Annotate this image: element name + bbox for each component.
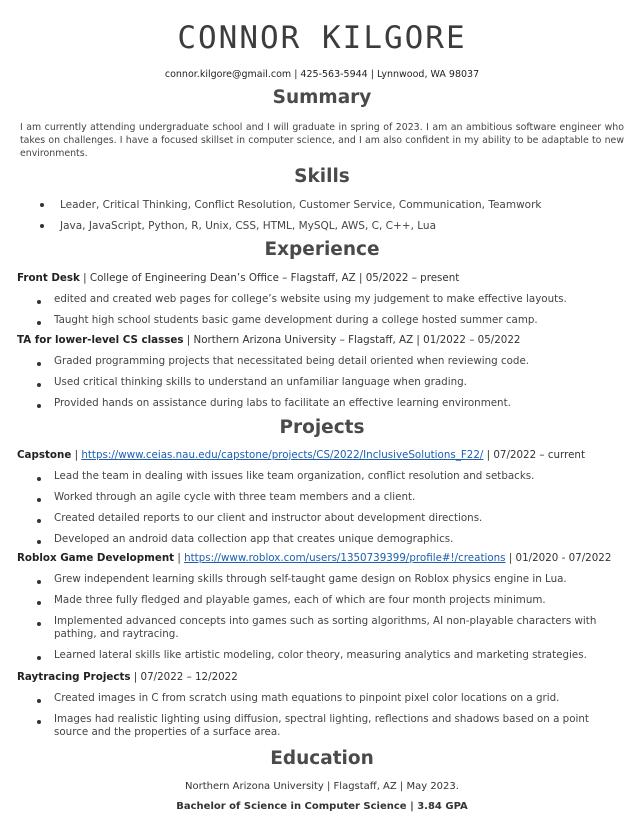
- project-link[interactable]: https://www.roblox.com/users/1350739399/profile#!/creations: [184, 552, 506, 564]
- list-item: Learned lateral skills like artistic modeling, color theory, measuring analytics and marketing strategies.: [37, 649, 615, 662]
- project-bullets: [37, 692, 615, 747]
- project-date: | 01/2020 - 07/2022: [505, 552, 612, 564]
- summary-heading: Summary: [272, 87, 372, 108]
- project-link[interactable]: https://www.ceias.nau.edu/capstone/projects/CS/2022/InclusiveSolutions_F22/: [81, 449, 484, 461]
- project-date: | 07/2022 – 12/2022: [130, 671, 238, 683]
- job-bullets: [37, 293, 615, 335]
- contact-line: connor.kilgore@gmail.com | 425-563-5944 | Lynnwood, WA 98037: [164, 69, 480, 80]
- list-item: Created detailed reports to our client and instructor about development directions.: [37, 512, 615, 525]
- list-item: Developed an android data collection app that creates unique demographics.: [37, 533, 615, 546]
- skills-item: Java, JavaScript, Python, R, Unix, CSS, HTML, MySQL, AWS, C, C++, Lua: [40, 217, 620, 238]
- project-date: | 07/2022 – current: [483, 449, 585, 461]
- list-item: Implemented advanced concepts into games such as sorting algorithms, AI non-playable characters with pathing, and raytracing.: [37, 615, 615, 641]
- school-line: Northern Arizona University | Flagstaff, AZ | May 2023.: [185, 781, 459, 792]
- list-item: Used critical thinking skills to understand an unfamiliar language when grading.: [37, 376, 615, 389]
- job-role: TA for lower-level CS classes: [17, 334, 184, 346]
- candidate-name: CONNOR KILGORE: [177, 20, 467, 56]
- degree-line: Bachelor of Science in Computer Science | 3.84 GPA: [176, 801, 468, 812]
- list-item: edited and created web pages for college’s website using my judgement to make effective layouts.: [37, 293, 615, 306]
- skills-list: [40, 196, 620, 238]
- job-details: | College of Engineering Dean’s Office – Flagstaff, AZ | 05/2022 – present: [79, 272, 460, 284]
- project-header: [17, 671, 627, 683]
- separator: |: [174, 552, 185, 564]
- experience-heading: Experience: [264, 239, 380, 260]
- separator: |: [71, 449, 82, 461]
- list-item: Worked through an agile cycle with three team members and a client.: [37, 491, 615, 504]
- summary-text: I am currently attending undergraduate school and I will graduate in spring of 2023. I am an ambitious software engineer who takes on challenges. I have a focused skillset in computer science, and I am also confident in my ability to be adaptable to new environments.: [20, 122, 624, 159]
- project-name: Roblox Game Development: [17, 552, 175, 564]
- job-header: [17, 334, 627, 346]
- list-item: Made three fully fledged and playable games, each of which are four month projects minimum.: [37, 594, 615, 607]
- job-role: Front Desk: [17, 272, 80, 284]
- skills-item: Leader, Critical Thinking, Conflict Resolution, Customer Service, Communication, Teamwork: [40, 196, 620, 217]
- job-bullets: [37, 355, 615, 418]
- list-item: Lead the team in dealing with issues like team organization, conflict resolution and setbacks.: [37, 470, 615, 483]
- list-item: Graded programming projects that necessitated being detail oriented when reviewing code.: [37, 355, 615, 368]
- project-bullets: [37, 470, 615, 554]
- job-header: [17, 272, 627, 284]
- projects-heading: Projects: [279, 417, 365, 438]
- skills-heading: Skills: [294, 166, 350, 187]
- list-item: Grew independent learning skills through self-taught game design on Roblox physics engine in Lua.: [37, 573, 615, 586]
- education-heading: Education: [270, 748, 374, 769]
- list-item: Provided hands on assistance during labs to facilitate an effective learning environment.: [37, 397, 615, 410]
- project-name: Raytracing Projects: [17, 671, 131, 683]
- project-header: [17, 552, 627, 564]
- list-item: Created images in C from scratch using math equations to pinpoint pixel color locations on a grid.: [37, 692, 615, 705]
- list-item: Taught high school students basic game development during a college hosted summer camp.: [37, 314, 615, 327]
- project-name: Capstone: [17, 449, 72, 461]
- project-header: [17, 449, 627, 461]
- job-details: | Northern Arizona University – Flagstaff, AZ | 01/2022 – 05/2022: [183, 334, 521, 346]
- list-item: Images had realistic lighting using diffusion, spectral lighting, reflections and shadows based on a point source and the properties of a surface area.: [37, 713, 615, 739]
- project-bullets: [37, 573, 615, 670]
